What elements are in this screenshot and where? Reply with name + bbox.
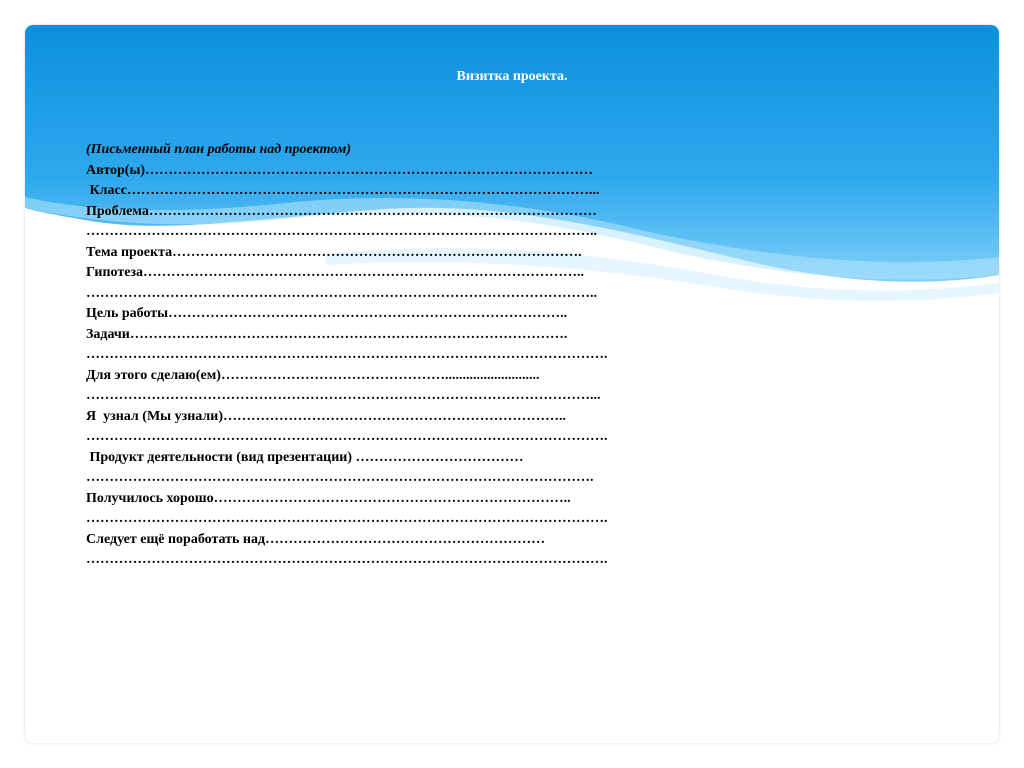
- form-line: ………………………………………………………………………………………………….: [86, 552, 608, 567]
- form-line: ……………………………………………………………………………………………….: [86, 470, 594, 485]
- project-form: [86, 140, 786, 571]
- form-line: ………………………………………………………………………………………………..: [86, 285, 597, 301]
- form-line: Задачи………………………………………………………………………………….: [86, 326, 568, 342]
- slide: [25, 25, 999, 743]
- slide-title: Визитка проекта.: [456, 69, 568, 84]
- form-line: Тема проекта…………………………………………………………………………….: [86, 244, 582, 260]
- form-line: ………………………………………………………………………………………………….: [86, 429, 608, 444]
- form-line: Гипотеза…………………………………………………………………………………..: [86, 265, 585, 280]
- form-line: Продукт деятельности (вид презентации) ………………………………: [86, 449, 524, 465]
- form-line: Проблема……………………………………………………………………………………: [86, 203, 597, 219]
- form-line: Для этого сделаю(ем)…………………………………………...........................: [86, 367, 540, 383]
- form-line: ………………………………………………………………………………………………..: [86, 224, 597, 239]
- form-line: ………………………………………………………………………………………………….: [86, 511, 608, 526]
- form-line: Класс………………………………………………………………………………………...: [86, 183, 600, 198]
- form-line: Я узнал (Мы узнали)………………………………………………………………..: [86, 408, 566, 424]
- form-line: Цель работы…………………………………………………………………………..: [86, 306, 568, 321]
- form-line: Получилось хорошо…………………………………………………………………..: [86, 490, 571, 506]
- form-line: Следует ещё поработать над……………………………………………………: [86, 531, 546, 547]
- form-subtitle: (Письменный план работы над проектом): [86, 142, 352, 157]
- form-line: ………………………………………………………………………………………………...: [86, 388, 601, 403]
- form-line: ………………………………………………………………………………………………….: [86, 347, 608, 362]
- form-line: Автор(ы)……………………………………………………………………………………: [86, 162, 594, 178]
